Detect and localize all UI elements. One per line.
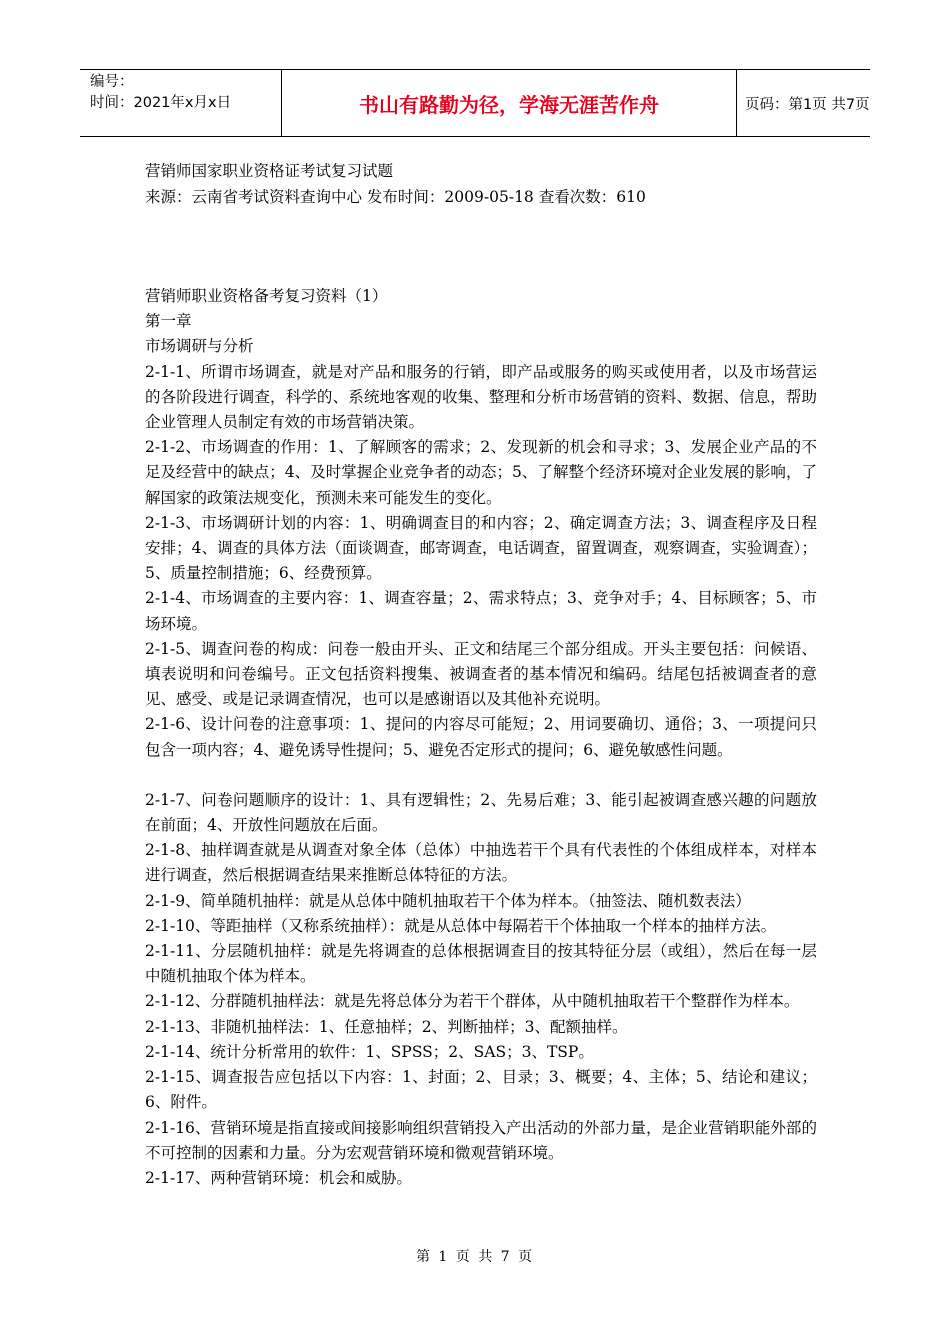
section-title: 营销师职业资格备考复习资料（1）: [145, 287, 388, 305]
paragraph: 2-1-1、所谓市场调查，就是对产品和服务的行销，即产品或服务的购买或使用者，以及市场营运的各阶段进行调查，科学的、系统地客观的收集、整理和分析市场营销的资料、数据、信息，帮助企业管理人员制定有效的市场营销决策。: [145, 362, 817, 432]
paragraph: 2-1-13、非随机抽样法：1、任意抽样；2、判断抽样；3、配额抽样。: [145, 1017, 628, 1036]
paragraph: 2-1-9、简单随机抽样：就是从总体中随机抽取若干个体为样本。（抽签法、随机数表法）: [145, 891, 751, 910]
chapter-number: 第一章: [145, 312, 192, 331]
header-page-info: 页码：第1页 共7页: [745, 96, 870, 113]
paragraph: 2-1-14、统计分析常用的软件：1、SPSS；2、SAS；3、TSP。: [145, 1042, 594, 1061]
document-title: 营销师国家职业资格证考试复习试题: [145, 162, 394, 180]
document-title-block: [145, 158, 825, 210]
page-header: [80, 69, 870, 137]
paragraph: 2-1-2、市场调查的作用：1、了解顾客的需求；2、发现新的机会和寻求；3、发展企业产品的不足及经营中的缺点；4、及时掌握企业竞争者的动态；5、了解整个经济环境对企业发展的影响，了解国家的政策法规变化，预测未来可能发生的变化。: [145, 438, 817, 507]
document-body: [145, 284, 817, 1191]
paragraph: 2-1-17、两种营销环境：机会和威胁。: [145, 1168, 412, 1187]
paragraph: 2-1-6、设计问卷的注意事项：1、提问的内容尽可能短；2、用词要确切、通俗；3、一项提问只包含一项内容；4、避免诱导性提问；5、避免否定形式的提问；6、避免敏感性问题。: [145, 715, 817, 759]
paragraph: 2-1-5、调查问卷的构成：问卷一般由开头、正文和结尾三个部分组成。开头主要包括：问候语、填表说明和问卷编号。正文包括资料搜集、被调查者的基本情况和编码。结尾包括被调查者的意见、感受、或是记录调查情况，也可以是感谢语以及其他补充说明。: [145, 639, 817, 709]
blank-line: [145, 763, 817, 788]
paragraph: 2-1-15、调查报告应包括以下内容：1、封面；2、目录；3、概要；4、主体；5、结论和建议；6、附件。: [145, 1068, 817, 1112]
page-footer: 第 1 页 共 7 页: [415, 1249, 535, 1265]
paragraph: 2-1-12、分群随机抽样法：就是先将总体分为若干个群体，从中随机抽取若干个整群作为样本。: [145, 992, 800, 1011]
paragraph: 2-1-11、分层随机抽样：就是先将调查的总体根据调查目的按其特征分层（或组），然后在每一层中随机抽取个体为样本。: [145, 942, 817, 986]
paragraph: 2-1-8、抽样调查就是从调查对象全体（总体）中抽选若干个具有代表性的个体组成样本，对样本进行调查，然后根据调查结果来推断总体特征的方法。: [145, 841, 817, 885]
doc-number-label: 编号：: [90, 74, 134, 90]
header-motto: 书山有路勤为径，学海无涯苦作舟: [282, 70, 737, 136]
paragraph: 2-1-10、等距抽样（又称系统抽样）：就是从总体中每隔若干个体抽取一个样本的抽样方法。: [145, 916, 777, 935]
paragraph: 2-1-16、营销环境是指直接或间接影响组织营销投入产出活动的外部力量，是企业营销职能外部的不可控制的因素和力量。分为宏观营销环境和微观营销环境。: [145, 1118, 817, 1162]
header-left-cell: [80, 70, 282, 136]
doc-date-label: 时间：2021年x月x日: [90, 95, 232, 111]
paragraph: 2-1-7、问卷问题顺序的设计：1、具有逻辑性；2、先易后难；3、能引起被调查感兴趣的问题放在前面；4、开放性问题放在后面。: [145, 790, 817, 835]
paragraph: 2-1-4、市场调查的主要内容：1、调查容量；2、需求特点；3、竞争对手；4、目标顾客；5、市场环境。: [145, 589, 817, 633]
paragraph: 2-1-3、市场调研计划的内容：1、明确调查目的和内容；2、确定调查方法；3、调查程序及日程安排；4、调查的具体方法（面谈调查，邮寄调查，电话调查，留置调查，观察调查，实验调查）；5、质量控制措施；6、经费预算。: [145, 513, 817, 583]
chapter-title: 市场调研与分析: [145, 337, 254, 356]
document-meta: 来源：云南省考试资料查询中心 发布时间：2009-05-18 查看次数：610: [145, 188, 646, 206]
